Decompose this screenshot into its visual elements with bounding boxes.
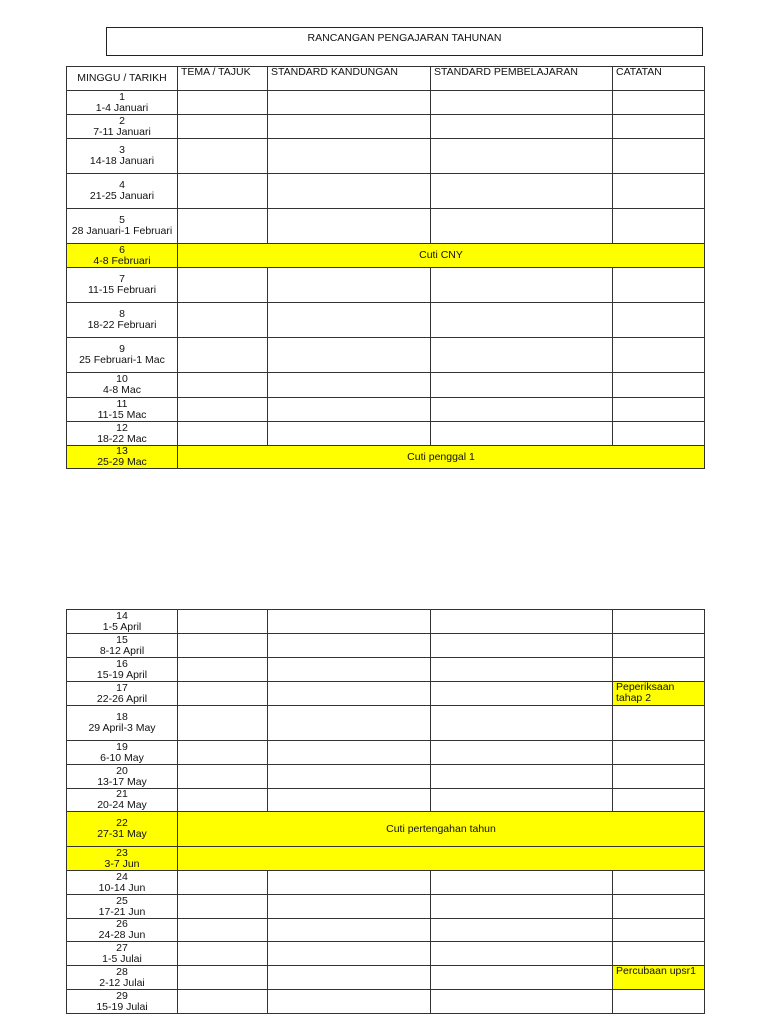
table-row <box>67 990 705 1014</box>
catatan-cell[interactable] <box>613 139 705 174</box>
tema-tajuk-cell[interactable] <box>178 115 268 139</box>
week-number: 16 <box>116 657 128 670</box>
catatan-cell[interactable] <box>613 895 705 919</box>
header-row <box>67 67 705 91</box>
week-cell <box>67 338 178 373</box>
standard-kandungan-cell[interactable] <box>268 871 431 895</box>
standard-kandungan-cell[interactable] <box>268 966 431 990</box>
standard-kandungan-cell[interactable] <box>268 174 431 209</box>
week-cell <box>67 139 178 174</box>
standard-pembelajaran-cell[interactable] <box>431 634 613 658</box>
week-dates: 25 Februari-1 Mac <box>79 354 165 366</box>
catatan-cell[interactable] <box>613 919 705 942</box>
week-cell <box>67 942 178 966</box>
week-cell <box>67 895 178 919</box>
table-row <box>67 789 705 812</box>
week-number: 14 <box>116 609 128 622</box>
week-cell <box>67 634 178 658</box>
header-catatan: CATATAN <box>613 67 705 91</box>
catatan-cell[interactable] <box>613 990 705 1014</box>
standard-pembelajaran-cell[interactable] <box>431 789 613 812</box>
table-row <box>67 422 705 446</box>
table-row <box>67 373 705 398</box>
table-row <box>67 174 705 209</box>
table-row <box>67 398 705 422</box>
week-cell <box>67 871 178 895</box>
tema-tajuk-cell[interactable] <box>178 895 268 919</box>
standard-pembelajaran-cell[interactable] <box>431 338 613 373</box>
week-cell <box>67 765 178 789</box>
standard-kandungan-cell[interactable] <box>268 422 431 446</box>
catatan-cell[interactable] <box>613 422 705 446</box>
week-number: 1 <box>119 90 125 103</box>
standard-kandungan-cell[interactable] <box>268 765 431 789</box>
standard-pembelajaran-cell[interactable] <box>431 398 613 422</box>
table-row <box>67 871 705 895</box>
table-row <box>67 682 705 706</box>
tema-tajuk-cell[interactable] <box>178 871 268 895</box>
standard-kandungan-cell[interactable] <box>268 610 431 634</box>
standard-kandungan-cell[interactable] <box>268 373 431 398</box>
standard-pembelajaran-cell[interactable] <box>431 174 613 209</box>
week-cell <box>67 91 178 115</box>
standard-kandungan-cell[interactable] <box>268 139 431 174</box>
week-number: 15 <box>116 633 128 646</box>
standard-kandungan-cell[interactable] <box>268 303 431 338</box>
week-dates: 1-5 Julai <box>102 952 142 965</box>
table-row <box>67 244 705 268</box>
catatan-cell[interactable] <box>613 634 705 658</box>
week-cell <box>67 919 178 942</box>
standard-pembelajaran-cell[interactable] <box>431 610 613 634</box>
tema-tajuk-cell[interactable] <box>178 139 268 174</box>
tema-tajuk-cell[interactable] <box>178 634 268 658</box>
tema-tajuk-cell[interactable] <box>178 209 268 244</box>
header-tema-tajuk: TEMA / TAJUK <box>178 67 268 91</box>
week-dates: 8-12 April <box>99 644 145 657</box>
week-dates: 6-10 May <box>100 751 144 764</box>
week-cell <box>67 990 178 1014</box>
week-number: 20 <box>116 764 128 777</box>
standard-pembelajaran-cell[interactable] <box>431 658 613 682</box>
week-dates: 17-21 Jun <box>98 905 146 918</box>
catatan-cell[interactable] <box>613 303 705 338</box>
tema-tajuk-cell[interactable] <box>178 658 268 682</box>
week-cell <box>67 303 178 338</box>
tema-tajuk-cell[interactable] <box>178 741 268 765</box>
week-number: 17 <box>116 681 128 694</box>
standard-pembelajaran-cell[interactable] <box>431 682 613 706</box>
tema-tajuk-cell[interactable] <box>178 91 268 115</box>
week-dates: 13-17 May <box>97 775 147 788</box>
standard-pembelajaran-cell[interactable] <box>431 209 613 244</box>
standard-pembelajaran-cell[interactable] <box>431 741 613 765</box>
standard-kandungan-cell[interactable] <box>268 895 431 919</box>
tema-tajuk-cell[interactable] <box>178 966 268 990</box>
tema-tajuk-cell[interactable] <box>178 373 268 398</box>
standard-pembelajaran-cell[interactable] <box>431 895 613 919</box>
week-dates: 29 April-3 May <box>88 722 156 734</box>
standard-kandungan-cell[interactable] <box>268 91 431 115</box>
week-dates: 24-28 Jun <box>98 929 146 941</box>
standard-kandungan-cell[interactable] <box>268 115 431 139</box>
tema-tajuk-cell[interactable] <box>178 610 268 634</box>
plan-table-part-2 <box>66 609 705 1014</box>
standard-kandungan-cell[interactable] <box>268 990 431 1014</box>
week-number: 19 <box>116 740 128 753</box>
week-cell <box>67 174 178 209</box>
week-cell <box>67 706 178 741</box>
catatan-cell[interactable] <box>613 706 705 741</box>
week-cell <box>67 209 178 244</box>
week-number: 6 <box>119 243 125 256</box>
catatan-cell[interactable] <box>613 741 705 765</box>
week-number: 18 <box>116 711 128 723</box>
catatan-cell[interactable] <box>613 91 705 115</box>
week-dates: 18-22 Mac <box>97 432 147 445</box>
week-dates: 10-14 Jun <box>98 881 146 894</box>
catatan-cell[interactable] <box>613 115 705 139</box>
tema-tajuk-cell[interactable] <box>178 942 268 966</box>
table-row <box>67 847 705 871</box>
week-number: 5 <box>119 214 125 226</box>
week-number: 24 <box>116 870 128 883</box>
table-row <box>67 812 705 847</box>
week-dates: 1-4 Januari <box>95 101 149 114</box>
week-cell <box>67 115 178 139</box>
week-cell <box>67 446 178 469</box>
week-cell <box>67 398 178 422</box>
week-dates: 3-7 Jun <box>104 857 140 870</box>
catatan-cell[interactable] <box>613 174 705 209</box>
catatan-cell[interactable] <box>613 942 705 966</box>
week-dates: 21-25 Januari <box>89 190 155 202</box>
week-number: 27 <box>116 941 128 954</box>
tema-tajuk-cell[interactable] <box>178 682 268 706</box>
week-number: 9 <box>119 343 125 355</box>
standard-pembelajaran-cell[interactable] <box>431 139 613 174</box>
week-number: 2 <box>119 114 125 127</box>
week-cell <box>67 244 178 268</box>
standard-kandungan-cell[interactable] <box>268 658 431 682</box>
week-dates: 14-18 Januari <box>89 155 155 167</box>
catatan-cell[interactable] <box>613 338 705 373</box>
catatan-cell[interactable] <box>613 871 705 895</box>
table-row <box>67 338 705 373</box>
document-title: RANCANGAN PENGAJARAN TAHUNAN <box>106 27 703 56</box>
tema-tajuk-cell[interactable] <box>178 765 268 789</box>
week-dates: 20-24 May <box>97 799 147 811</box>
catatan-cell[interactable] <box>613 398 705 422</box>
week-dates: 27-31 May <box>97 828 147 840</box>
week-number: 21 <box>116 788 128 800</box>
week-number: 22 <box>116 817 128 829</box>
week-cell <box>67 741 178 765</box>
standard-kandungan-cell[interactable] <box>268 209 431 244</box>
holiday-cell <box>178 847 705 871</box>
plan-table-part-1 <box>66 66 705 469</box>
standard-pembelajaran-cell[interactable] <box>431 966 613 990</box>
week-dates: 11-15 Mac <box>97 408 147 421</box>
table-row <box>67 268 705 303</box>
standard-pembelajaran-cell[interactable] <box>431 268 613 303</box>
catatan-cell[interactable] <box>613 789 705 812</box>
standard-pembelajaran-cell[interactable] <box>431 942 613 966</box>
tema-tajuk-cell[interactable] <box>178 919 268 942</box>
tema-tajuk-cell[interactable] <box>178 990 268 1014</box>
standard-pembelajaran-cell[interactable] <box>431 706 613 741</box>
week-dates: 25-29 Mac <box>97 456 147 468</box>
week-cell <box>67 658 178 682</box>
week-cell <box>67 422 178 446</box>
table-row <box>67 919 705 942</box>
week-dates: 22-26 April <box>96 692 148 705</box>
standard-kandungan-cell[interactable] <box>268 919 431 942</box>
header-minggu-tarikh: MINGGU / TARIKH <box>67 67 178 91</box>
table-row <box>67 765 705 789</box>
week-number: 8 <box>119 308 125 320</box>
tema-tajuk-cell[interactable] <box>178 268 268 303</box>
week-cell <box>67 966 178 990</box>
standard-pembelajaran-cell[interactable] <box>431 422 613 446</box>
standard-pembelajaran-cell[interactable] <box>431 990 613 1014</box>
week-number: 23 <box>116 846 128 859</box>
catatan-cell[interactable]: Peperiksaan tahap 2 <box>613 682 705 706</box>
header-standard-kandungan: STANDARD KANDUNGAN <box>268 67 431 91</box>
holiday-cell: Cuti pertengahan tahun <box>178 812 705 847</box>
week-number: 29 <box>116 989 128 1002</box>
table-row <box>67 115 705 139</box>
catatan-cell[interactable] <box>613 268 705 303</box>
catatan-cell[interactable] <box>613 610 705 634</box>
week-cell <box>67 610 178 634</box>
week-dates: 11-15 Februari <box>87 284 157 296</box>
table-row <box>67 91 705 115</box>
week-dates: 4-8 Februari <box>93 254 151 267</box>
week-number: 25 <box>116 894 128 907</box>
standard-kandungan-cell[interactable] <box>268 338 431 373</box>
table-row <box>67 209 705 244</box>
table-row <box>67 895 705 919</box>
week-cell <box>67 268 178 303</box>
catatan-cell[interactable]: Percubaan upsr1 <box>613 966 705 990</box>
standard-pembelajaran-cell[interactable] <box>431 871 613 895</box>
table-row <box>67 658 705 682</box>
week-number: 11 <box>116 397 128 410</box>
table-row <box>67 634 705 658</box>
week-cell <box>67 789 178 812</box>
tema-tajuk-cell[interactable] <box>178 174 268 209</box>
catatan-cell[interactable] <box>613 765 705 789</box>
table-row <box>67 741 705 765</box>
week-cell <box>67 682 178 706</box>
standard-kandungan-cell[interactable] <box>268 942 431 966</box>
catatan-cell[interactable] <box>613 373 705 398</box>
catatan-cell[interactable] <box>613 658 705 682</box>
standard-pembelajaran-cell[interactable] <box>431 919 613 942</box>
week-dates: 15-19 April <box>96 668 148 681</box>
week-number: 28 <box>116 965 128 978</box>
standard-pembelajaran-cell[interactable] <box>431 373 613 398</box>
week-dates: 28 Januari-1 Februari <box>71 225 173 237</box>
week-number: 13 <box>116 445 128 457</box>
week-dates: 2-12 Julai <box>99 976 145 989</box>
week-number: 10 <box>116 373 128 385</box>
standard-pembelajaran-cell[interactable] <box>431 303 613 338</box>
table-row <box>67 706 705 741</box>
week-dates: 15-19 Julai <box>96 1000 148 1013</box>
tema-tajuk-cell[interactable] <box>178 422 268 446</box>
tema-tajuk-cell[interactable] <box>178 706 268 741</box>
table-row <box>67 303 705 338</box>
table-row <box>67 966 705 990</box>
standard-kandungan-cell[interactable] <box>268 682 431 706</box>
holiday-cell: Cuti penggal 1 <box>178 446 705 469</box>
week-dates: 7-11 Januari <box>93 125 151 138</box>
standard-pembelajaran-cell[interactable] <box>431 91 613 115</box>
week-number: 12 <box>116 421 128 434</box>
standard-pembelajaran-cell[interactable] <box>431 765 613 789</box>
week-number: 4 <box>119 179 125 191</box>
catatan-cell[interactable] <box>613 209 705 244</box>
tema-tajuk-cell[interactable] <box>178 338 268 373</box>
week-cell <box>67 373 178 398</box>
standard-kandungan-cell[interactable] <box>268 741 431 765</box>
week-number: 7 <box>119 273 125 285</box>
holiday-cell: Cuti CNY <box>178 244 705 268</box>
header-standard-pembelajaran: STANDARD PEMBELAJARAN <box>431 67 613 91</box>
week-number: 3 <box>119 144 125 156</box>
tema-tajuk-cell[interactable] <box>178 303 268 338</box>
week-dates: 18-22 Februari <box>87 319 157 331</box>
table-row <box>67 610 705 634</box>
standard-kandungan-cell[interactable] <box>268 268 431 303</box>
week-dates: 1-5 April <box>102 620 142 633</box>
standard-kandungan-cell[interactable] <box>268 634 431 658</box>
standard-pembelajaran-cell[interactable] <box>431 115 613 139</box>
week-number: 26 <box>116 918 128 930</box>
table-row <box>67 446 705 469</box>
standard-kandungan-cell[interactable] <box>268 398 431 422</box>
table-row <box>67 942 705 966</box>
standard-kandungan-cell[interactable] <box>268 789 431 812</box>
week-dates: 4-8 Mac <box>103 384 141 396</box>
tema-tajuk-cell[interactable] <box>178 398 268 422</box>
standard-kandungan-cell[interactable] <box>268 706 431 741</box>
week-cell <box>67 812 178 847</box>
tema-tajuk-cell[interactable] <box>178 789 268 812</box>
table-row <box>67 139 705 174</box>
week-cell <box>67 847 178 871</box>
